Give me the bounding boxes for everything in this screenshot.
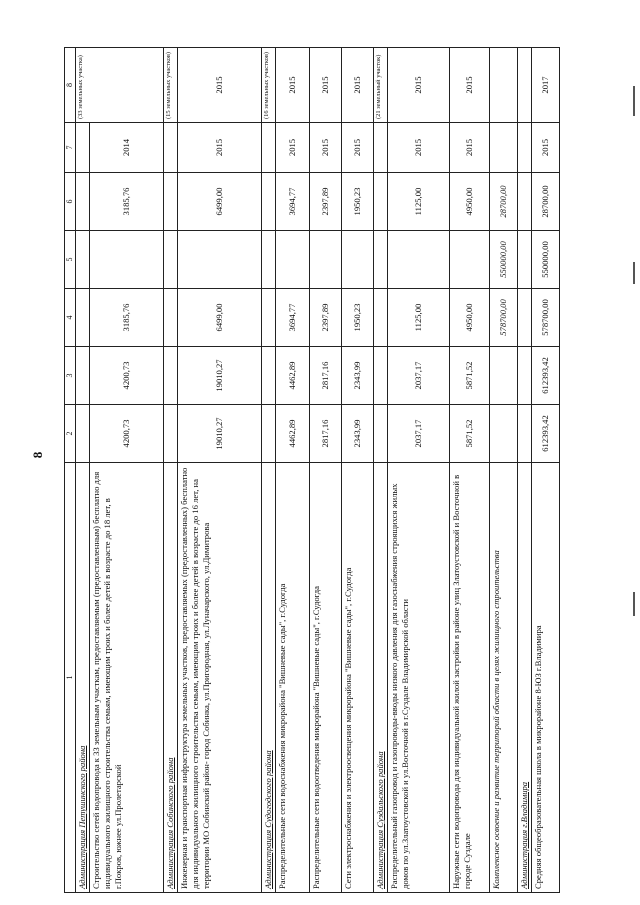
cell <box>450 231 490 289</box>
section-header-row <box>262 48 276 893</box>
cell: 2397,89 <box>310 173 342 231</box>
cell: 550000,00 <box>532 231 560 289</box>
cell: 28700,00 <box>532 173 560 231</box>
cell: 2015 <box>178 48 262 123</box>
cell: 1950,23 <box>342 173 374 231</box>
cell: 19010,27 <box>178 347 262 405</box>
section-title: Администрация Судогодского района <box>262 463 276 893</box>
cell: 4950,00 <box>450 289 490 347</box>
scan-mark-middle <box>633 262 635 284</box>
cell: 3694,77 <box>276 289 310 347</box>
cell: 6499,00 <box>178 289 262 347</box>
cell: 4200,73 <box>90 347 164 405</box>
section-note <box>76 48 164 123</box>
table-row <box>388 48 450 893</box>
section-title: Администрация Петушинского района <box>76 463 90 893</box>
row-name: Строительство сетей водопровода к 33 земельным участкам, предоставляемым (предоставленным) бесплатно для индивидуального жилищного строительства семьям, имеющим троих и более детей в возрасте до 18 лет, в г.Покров, южнее ул.Пролетарской <box>90 463 164 893</box>
cell: 2343,99 <box>342 347 374 405</box>
cell: 1125,00 <box>388 173 450 231</box>
table-row <box>276 48 310 893</box>
column-number-row <box>65 48 76 893</box>
page-number: 8 <box>30 451 45 459</box>
col-num: 8 <box>65 48 76 123</box>
cell: 2015 <box>178 123 262 173</box>
cell: 2015 <box>310 123 342 173</box>
section-header-row <box>164 48 178 893</box>
table-row <box>342 48 374 893</box>
scan-mark-bottom <box>633 592 635 616</box>
col-num: 5 <box>65 231 76 289</box>
col-num: 6 <box>65 173 76 231</box>
section-header-row <box>374 48 388 893</box>
cell: 550000,00 <box>490 231 518 289</box>
cell: 3694,77 <box>276 173 310 231</box>
cell: 2397,89 <box>310 289 342 347</box>
cell: 4950,00 <box>450 173 490 231</box>
section-note-text: (33 земельных участка) <box>77 55 85 119</box>
row-name: Инженерная и транспортная инфраструктура земельных участков, предоставляемых (предоставленных) бесплатно для индивидуального жилищного строительства семьям, имеющим троих и более детей в возрасте до 16 лет, на территории МО Собинский район- город Собинка, ул.Пригородная, ул.Луначарского, ул.Димитрова <box>178 463 262 893</box>
cell: 2015 <box>532 123 560 173</box>
cell <box>90 231 164 289</box>
section-title: Администрация Суздальского района <box>374 463 388 893</box>
section-header-row <box>518 48 532 893</box>
col-num: 3 <box>65 347 76 405</box>
cell: 2015 <box>310 48 342 123</box>
table-row <box>532 48 560 893</box>
cell <box>490 123 518 173</box>
cell: 6499,00 <box>178 173 262 231</box>
cell <box>342 231 374 289</box>
table-row <box>310 48 342 893</box>
cell <box>276 231 310 289</box>
cell: 4462,89 <box>276 405 310 463</box>
cell: 2817,16 <box>310 347 342 405</box>
cell: 578700,00 <box>532 289 560 347</box>
cell: 2037,17 <box>388 347 450 405</box>
cell: 3185,76 <box>90 173 164 231</box>
section-note: (16 земельных участков) <box>262 48 276 123</box>
cell <box>310 231 342 289</box>
cell: 2015 <box>388 123 450 173</box>
row-name: Сети электроснабжения и электроосвещения микрорайона "Вишневые сады", г.Судогда <box>342 463 374 893</box>
row-name: Распределительные сети водоснабжения микрорайона "Вишневые сады", г.Судогда <box>276 463 310 893</box>
col-num: 1 <box>65 463 76 893</box>
cell <box>490 48 518 123</box>
cell: 2015 <box>450 123 490 173</box>
row-name: Комплексное освоение и развитие территорий области в целях жилищного строительства <box>490 463 518 893</box>
cell: 2343,99 <box>342 405 374 463</box>
rotated-page <box>64 48 616 893</box>
col-num: 7 <box>65 123 76 173</box>
cell: 4462,89 <box>276 347 310 405</box>
section-note: (21 земельный участок) <box>374 48 388 123</box>
cell: 5871,52 <box>450 405 490 463</box>
cell: 2017 <box>532 48 560 123</box>
cell: 2015 <box>276 48 310 123</box>
cell: 28700,00 <box>490 173 518 231</box>
cell: 578700,00 <box>490 289 518 347</box>
section-title: Администрация Собинского района <box>164 463 178 893</box>
table-row <box>450 48 490 893</box>
cell: 612393,42 <box>532 405 560 463</box>
cell: 3185,76 <box>90 289 164 347</box>
table-row <box>90 48 164 893</box>
table-row <box>490 48 518 893</box>
cell <box>178 231 262 289</box>
cell: 2015 <box>342 123 374 173</box>
cell: 2015 <box>276 123 310 173</box>
cell: 19010,27 <box>178 405 262 463</box>
cell: 1125,00 <box>388 289 450 347</box>
cell: 2015 <box>342 48 374 123</box>
cell: 2014 <box>90 123 164 173</box>
section-title: Администрация г.Владимира <box>518 463 532 893</box>
cell: 2015 <box>450 48 490 123</box>
cell <box>388 231 450 289</box>
row-name: Распределительный газопровод и газопроводы-вводы низкого давления для газоснабжения строящихся жилых домов по ул.Златоустовской и ул.Восточной в г.Суздале Владимирской области <box>388 463 450 893</box>
cell <box>490 405 518 463</box>
table-row <box>178 48 262 893</box>
cell: 1950,23 <box>342 289 374 347</box>
cell: 2037,17 <box>388 405 450 463</box>
cell: 612393,42 <box>532 347 560 405</box>
scan-mark-top <box>633 86 635 116</box>
cell: 2015 <box>388 48 450 123</box>
cell: 4200,73 <box>90 405 164 463</box>
row-name: Наружные сети водопровода для индивидуальной жилой застройки в районе улиц Златоустовской и Восточной в городе Суздале <box>450 463 490 893</box>
cell: 2817,16 <box>310 405 342 463</box>
cell <box>490 347 518 405</box>
construction-table <box>64 47 560 893</box>
row-name: Распределительные сети водоотведения микрорайона "Вишневые сады", г.Судогда <box>310 463 342 893</box>
cell: 5871,52 <box>450 347 490 405</box>
section-note: (15 земельных участков) <box>164 48 178 123</box>
col-num: 4 <box>65 289 76 347</box>
col-num: 2 <box>65 405 76 463</box>
row-name: Средняя общеобразовательная школа в микрорайоне 8-ЮЗ г.Владимира <box>532 463 560 893</box>
section-header-row <box>76 48 90 893</box>
